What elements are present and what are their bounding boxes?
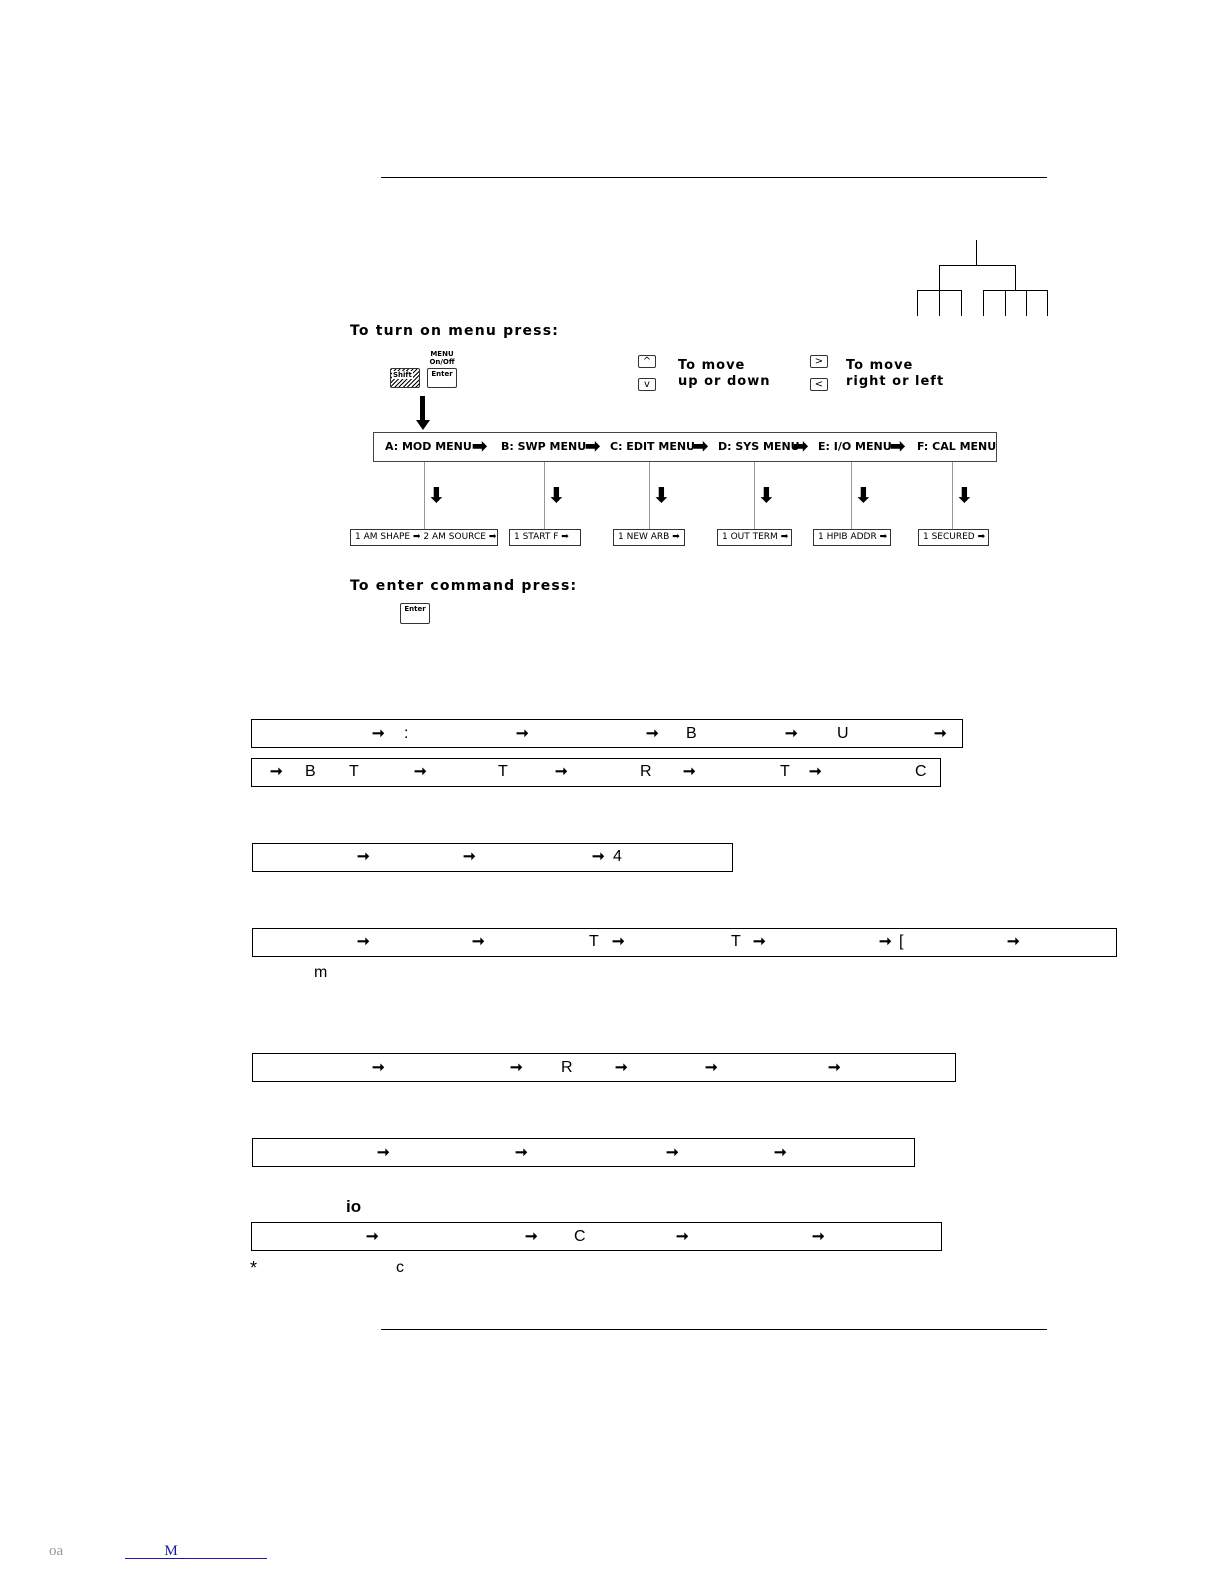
footer-link[interactable]: M xyxy=(125,1543,267,1559)
row-fragment: B xyxy=(305,763,316,780)
menu-path-row-6 xyxy=(252,1138,915,1167)
arrow-icon: ➞ xyxy=(785,725,798,742)
menu-edit[interactable]: C: EDIT MENU xyxy=(610,440,695,453)
submenu-io[interactable]: 1 HPIB ADDR ➡ xyxy=(813,529,891,546)
up-arrow-key[interactable]: ^ xyxy=(638,355,656,368)
right-arrow-icon: ➡ xyxy=(561,532,569,542)
row-fragment: R xyxy=(640,763,652,780)
right-arrow-icon: ➡ xyxy=(879,532,888,542)
menu-path-row-5 xyxy=(252,1053,956,1082)
arrow-icon: ➞ xyxy=(676,1228,689,1245)
row-fragment: T xyxy=(589,933,599,950)
arrow-icon: ➞ xyxy=(828,1059,841,1076)
right-arrow-icon: ➡ xyxy=(977,532,986,542)
row-fragment: R xyxy=(561,1059,573,1076)
arrow-icon: ➞ xyxy=(357,848,370,865)
connector-line xyxy=(649,462,650,529)
menu-io[interactable]: E: I/O MENU xyxy=(818,440,892,453)
menu-enter-key[interactable]: Enter xyxy=(427,368,457,388)
right-arrow-icon: ➡ xyxy=(793,436,809,456)
row-fragment: U xyxy=(837,725,849,742)
row-fragment: B xyxy=(686,725,697,742)
row-fragment: T xyxy=(498,763,508,780)
row-fragment: C xyxy=(915,763,927,780)
arrow-icon: ➞ xyxy=(377,1144,390,1161)
submenu-edit[interactable]: 1 NEW ARB ➡ xyxy=(613,529,685,546)
right-arrow-icon: ➡ xyxy=(890,436,906,456)
arrow-icon: ➞ xyxy=(753,933,766,950)
arrow-icon: ➞ xyxy=(366,1228,379,1245)
menu-sys[interactable]: D: SYS MENU xyxy=(718,440,800,453)
menu-swp[interactable]: B: SWP MENU xyxy=(501,440,587,453)
arrow-icon: ➞ xyxy=(612,933,625,950)
connector-line xyxy=(851,462,852,529)
arrow-icon: ➞ xyxy=(357,933,370,950)
left-arrow-key[interactable]: < xyxy=(810,378,828,391)
enter-key[interactable]: Enter xyxy=(400,603,430,624)
right-arrow-icon: ➡ xyxy=(672,532,680,542)
row-fragment: T xyxy=(731,933,741,950)
row-fragment: T xyxy=(780,763,790,780)
connector-line xyxy=(424,462,425,529)
row-fragment: [ xyxy=(899,933,904,950)
menu-path-row-1 xyxy=(251,719,963,748)
right-arrow-icon: ➡ xyxy=(585,436,601,456)
arrow-icon: ➞ xyxy=(516,725,529,742)
right-arrow-icon: ➡ xyxy=(488,532,497,542)
menu-mod[interactable]: A: MOD MENU xyxy=(385,440,472,453)
shift-key[interactable]: Shift xyxy=(390,368,420,388)
arrow-icon: ➞ xyxy=(646,725,659,742)
arrow-icon: ➞ xyxy=(463,848,476,865)
row-7-heading: io xyxy=(346,1197,362,1216)
arrow-icon: ➞ xyxy=(555,763,568,780)
down-arrow-icon: ⬇ xyxy=(855,485,872,507)
arrow-icon: ➞ xyxy=(372,1059,385,1076)
arrow-icon: ➞ xyxy=(592,848,605,865)
connector-line xyxy=(952,462,953,529)
turn-on-menu-heading: To turn on menu press: xyxy=(350,323,560,339)
arrow-icon: ➞ xyxy=(270,763,283,780)
right-arrow-icon: ➡ xyxy=(413,532,424,542)
arrow-icon: ➞ xyxy=(372,725,385,742)
down-arrow-icon: ⬇ xyxy=(428,485,445,507)
arrow-icon: ➞ xyxy=(812,1228,825,1245)
arrow-icon: ➞ xyxy=(615,1059,628,1076)
right-arrow-icon: ➡ xyxy=(693,436,709,456)
submenu-sys[interactable]: 1 OUT TERM ➡ xyxy=(717,529,792,546)
arrow-icon: ➞ xyxy=(774,1144,787,1161)
arrow-icon: ➞ xyxy=(472,933,485,950)
arrow-icon: ➞ xyxy=(1007,933,1020,950)
arrow-icon: ➞ xyxy=(666,1144,679,1161)
arrow-icon: ➞ xyxy=(525,1228,538,1245)
down-arrow-icon: ⬇ xyxy=(956,485,973,507)
down-arrow-key[interactable]: v xyxy=(638,378,656,391)
arrow-icon: ➞ xyxy=(879,933,892,950)
up-down-hint: To move up or down xyxy=(678,358,771,389)
row-fragment: T xyxy=(349,763,359,780)
footnote-text: c xyxy=(396,1259,404,1276)
menu-cal[interactable]: F: CAL MENU xyxy=(917,440,997,453)
enter-command-heading: To enter command press: xyxy=(350,578,578,594)
right-arrow-key[interactable]: > xyxy=(810,355,828,368)
top-rule xyxy=(381,177,1047,178)
menu-path-row-3 xyxy=(252,843,733,872)
row-fragment: 4 xyxy=(613,848,622,865)
arrow-icon: ➞ xyxy=(515,1144,528,1161)
footnote-marker: * xyxy=(250,1258,258,1278)
arrow-icon: ➞ xyxy=(414,763,427,780)
arrow-icon: ➞ xyxy=(510,1059,523,1076)
menu-path-row-4 xyxy=(252,928,1117,957)
right-arrow-icon: ➡ xyxy=(472,436,488,456)
menu-onoff-label: MENU On/Off xyxy=(429,350,455,366)
submenu-cal[interactable]: 1 SECURED ➡ xyxy=(918,529,989,546)
footer-text: oa xyxy=(49,1543,64,1559)
arrow-icon: ➞ xyxy=(705,1059,718,1076)
menu-path-row-7 xyxy=(251,1222,942,1251)
down-arrow-icon: ⬇ xyxy=(653,485,670,507)
row-note: m xyxy=(314,964,328,981)
down-arrow-icon: ⬇ xyxy=(548,485,565,507)
bottom-rule xyxy=(381,1329,1047,1330)
connector-line xyxy=(754,462,755,529)
submenu-mod[interactable]: 1 AM SHAPE ➡ 2 AM SOURCE ➡ xyxy=(350,529,498,546)
submenu-swp[interactable]: 1 START F ➡ xyxy=(509,529,581,546)
connector-line xyxy=(544,462,545,529)
right-arrow-icon: ➡ xyxy=(780,532,789,542)
right-left-hint: To move right or left xyxy=(846,358,945,389)
row-fragment: C xyxy=(574,1228,586,1245)
down-arrow-icon: ⬇ xyxy=(758,485,775,507)
row-fragment: : xyxy=(404,725,409,742)
arrow-icon: ➞ xyxy=(809,763,822,780)
arrow-icon: ➞ xyxy=(934,725,947,742)
arrow-icon: ➞ xyxy=(683,763,696,780)
